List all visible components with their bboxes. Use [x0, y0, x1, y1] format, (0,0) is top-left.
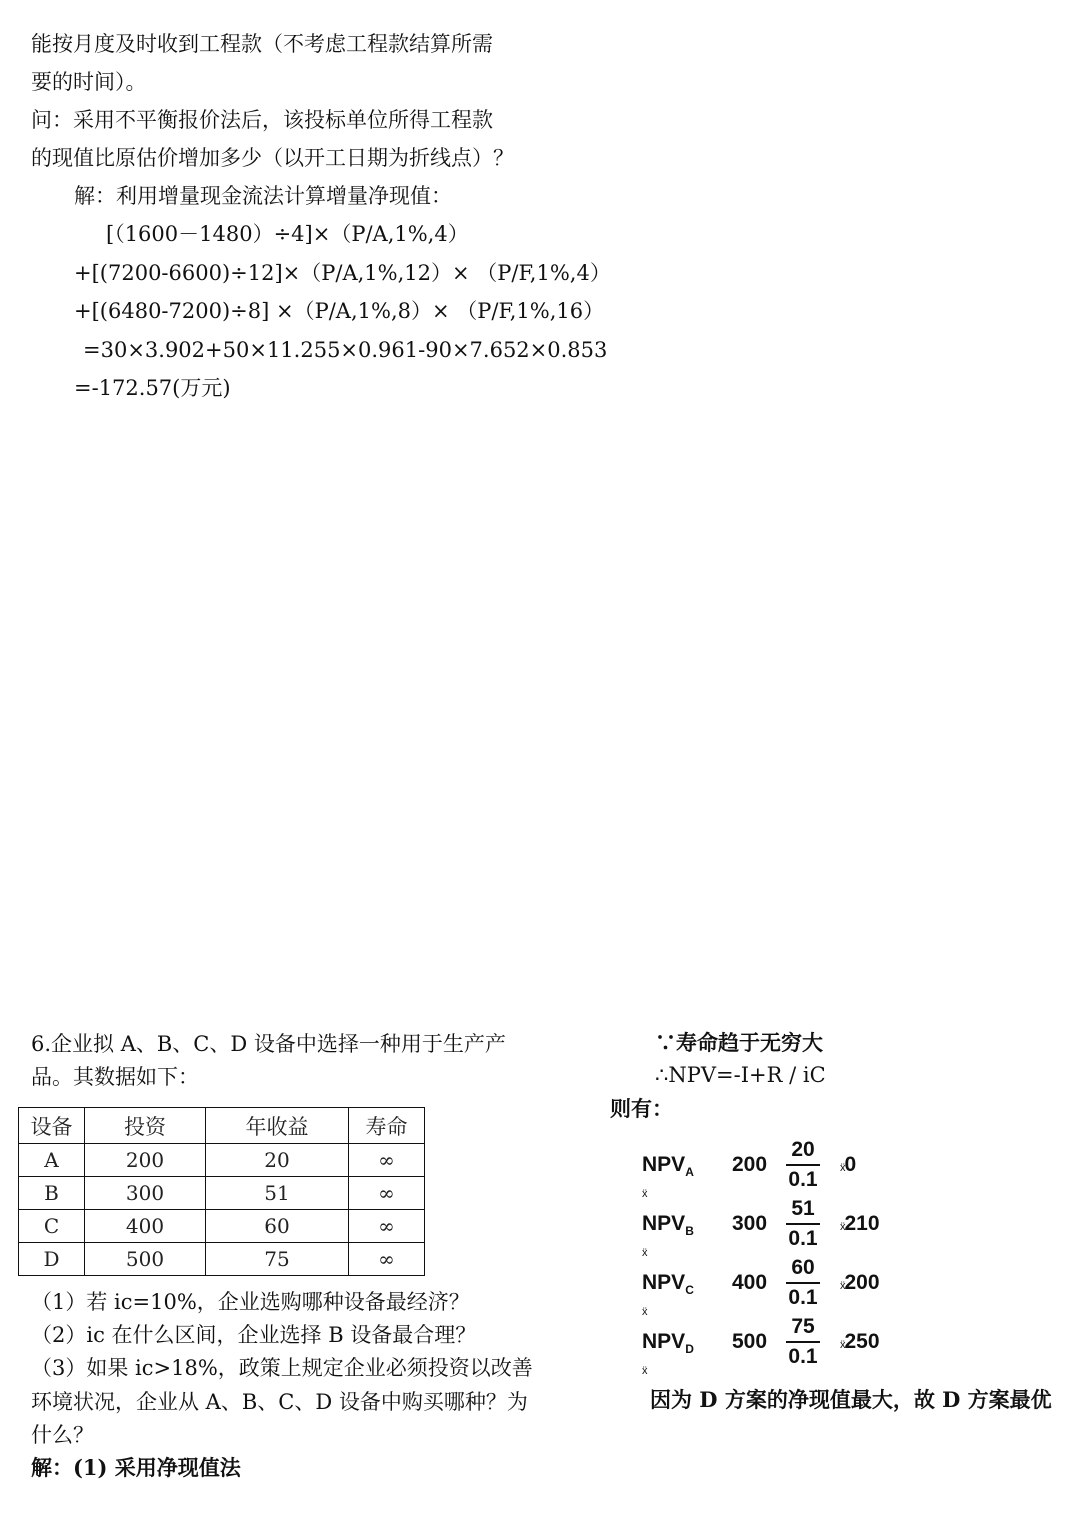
table-cell: 500	[85, 1243, 206, 1276]
investment-value: 300	[732, 1212, 768, 1235]
then-label: 则有：	[610, 1096, 673, 1121]
solution-heading: 解：利用增量现金流法计算增量净现值：	[74, 184, 452, 208]
table-cell: C	[19, 1210, 85, 1243]
sub-question: （1）若 ic=10%，企业选购哪种设备最经济？	[31, 1290, 470, 1314]
equation-line: [（1600－1480）÷4]×（P/A,1%,4）	[106, 222, 469, 246]
equation-line: +[(6480-7200)÷8] ×（P/A,1%,8）× （P/F,1%,16）	[74, 299, 605, 323]
table-cell: ∞	[349, 1210, 425, 1243]
table-cell: ∞	[349, 1243, 425, 1276]
question-intro: 6.企业拟 A、B、C、D 设备中选择一种用于生产产	[31, 1032, 506, 1056]
table-row	[19, 1210, 425, 1243]
npv-label: $NPV_D$ ẍ	[642, 1330, 694, 1377]
equipment-data-table	[18, 1107, 425, 1276]
column-header: 寿命	[349, 1108, 425, 1144]
sub-question: （3）如果 ic>18%，政策上规定企业必须投资以改善	[31, 1356, 533, 1380]
fraction: 75 0.1	[786, 1315, 820, 1369]
table-cell: 20	[206, 1144, 349, 1177]
equation-result: =-172.57(万元)	[74, 376, 231, 400]
table-cell: A	[19, 1144, 85, 1177]
conclusion: 因为 D 方案的净现值最大，故 D 方案最优	[650, 1387, 1052, 1412]
equation-line: =30×3.902+50×11.255×0.961-90×7.652×0.853	[83, 338, 608, 362]
investment-value: 500	[732, 1330, 768, 1353]
npv-label: $NPV_B$ ẍ	[642, 1212, 694, 1259]
investment-value: 400	[732, 1271, 768, 1294]
fraction: 51 0.1	[786, 1197, 820, 1251]
question-line: 的现值比原估价增加多少（以开工日期为折线点）？	[31, 146, 514, 170]
table-cell: 51	[206, 1177, 349, 1210]
npv-label: $NPV_C$ ẍ	[642, 1271, 694, 1318]
column-header: 年收益	[206, 1108, 349, 1144]
column-header: 设备	[19, 1108, 85, 1144]
text-line: 要的时间）。	[31, 70, 147, 94]
investment-value: 200	[732, 1153, 768, 1176]
answer-heading: 解：(1) 采用净现值法	[31, 1455, 241, 1480]
fraction: 20 0.1	[786, 1138, 820, 1192]
fraction: 60 0.1	[786, 1256, 820, 1310]
premise-line: ∵寿命趋于无穷大	[655, 1030, 823, 1055]
table-row	[19, 1177, 425, 1210]
table-cell: 200	[85, 1144, 206, 1177]
table-cell: B	[19, 1177, 85, 1210]
table-cell: 60	[206, 1210, 349, 1243]
sub-question: （2）ic 在什么区间，企业选择 B 设备最合理？	[31, 1323, 477, 1347]
npv-label: $NPV_A$ ẍ	[642, 1153, 694, 1200]
column-header: 投资	[85, 1108, 206, 1144]
table-header-row	[19, 1108, 425, 1144]
equation-line: +[(7200-6600)÷12]×（P/A,1%,12）× （P/F,1%,4）	[74, 261, 611, 285]
npv-formula: ∴NPV=-I+R / iC	[655, 1063, 826, 1087]
sub-question: 什么？	[31, 1423, 94, 1447]
sub-question: 环境状况，企业从 A、B、C、D 设备中购买哪种？为	[31, 1390, 528, 1414]
table-cell: ∞	[349, 1177, 425, 1210]
question-intro: 品。其数据如下：	[31, 1065, 199, 1089]
npv-result: ẍ210	[840, 1212, 880, 1235]
table-row	[19, 1144, 425, 1177]
table-row	[19, 1243, 425, 1276]
npv-result: ẍ200	[840, 1271, 880, 1294]
table-cell: 75	[206, 1243, 349, 1276]
npv-result: ẍ0	[840, 1153, 857, 1176]
npv-result: ẍ250	[840, 1330, 880, 1353]
table-cell: ∞	[349, 1144, 425, 1177]
text-line: 能按月度及时收到工程款（不考虑工程款结算所需	[31, 32, 493, 56]
table-cell: 300	[85, 1177, 206, 1210]
question-line: 问：采用不平衡报价法后，该投标单位所得工程款	[31, 108, 493, 132]
table-cell: D	[19, 1243, 85, 1276]
table-cell: 400	[85, 1210, 206, 1243]
